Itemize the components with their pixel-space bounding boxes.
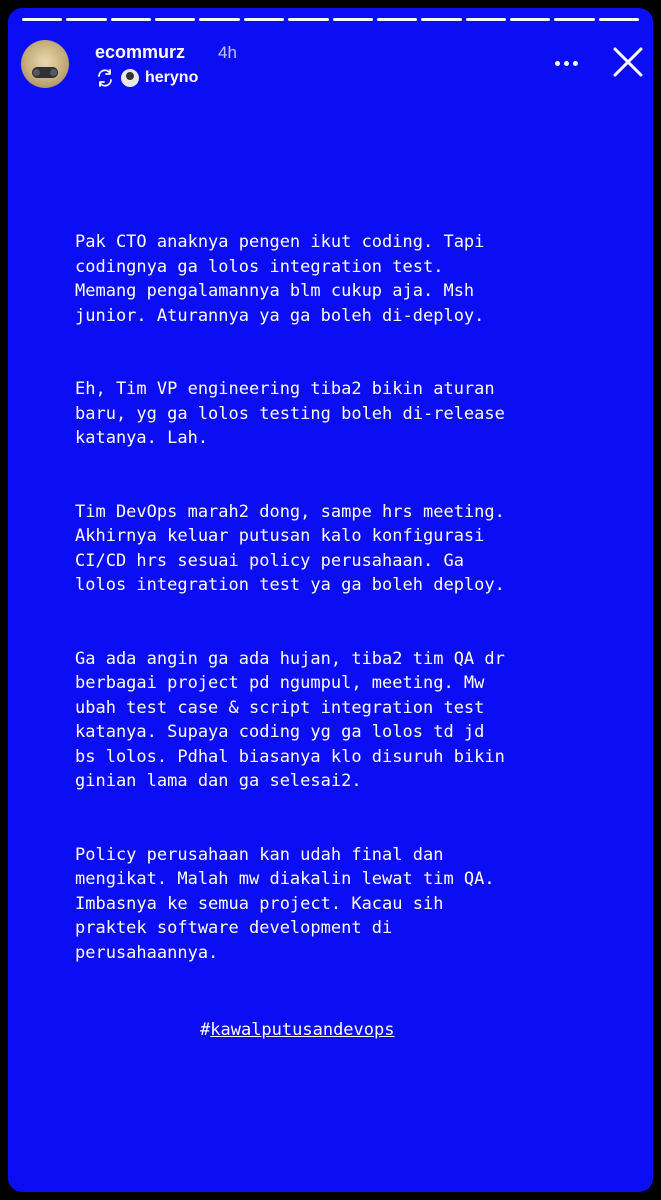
story-header xyxy=(18,40,643,100)
avatar[interactable] xyxy=(21,40,69,88)
reposter-avatar xyxy=(121,69,139,87)
story-text-content xyxy=(75,230,635,1014)
progress-segment xyxy=(66,18,106,21)
progress-segment xyxy=(333,18,373,21)
progress-segment xyxy=(599,18,639,21)
paragraph-5: Policy perusahaan kan udah final dan mengikat. Malah mw diakalin lewat tim QA. Imbasnya ke semua project. Kacau sih praktek software development di perusahaannya. xyxy=(75,844,495,963)
reposter-username: heryno xyxy=(145,69,199,86)
repost-info[interactable] xyxy=(95,67,198,89)
masked-dog-avatar-icon xyxy=(32,67,58,78)
progress-segment xyxy=(244,18,284,21)
hashtag-symbol: # xyxy=(200,1020,211,1040)
progress-segment xyxy=(554,18,594,21)
progress-segment xyxy=(199,18,239,21)
progress-segment xyxy=(111,18,151,21)
more-horizontal-icon[interactable] xyxy=(546,48,586,78)
progress-segment xyxy=(288,18,328,21)
paragraph-3: Tim DevOps marah2 dong, sampe hrs meeting. Akhirnya keluar putusan kalo konfigurasi CI/CD hrs sesuai policy perusahaan. Ga lolos integration test ya ga boleh deploy. xyxy=(75,501,505,595)
progress-segment xyxy=(22,18,62,21)
hashtag-text: kawalputusandevops xyxy=(210,1020,395,1040)
progress-segment xyxy=(421,18,461,21)
repost-icon xyxy=(95,68,115,88)
hashtag-link[interactable] xyxy=(200,1020,394,1040)
progress-segment xyxy=(466,18,506,21)
close-icon[interactable] xyxy=(608,42,648,82)
progress-segment xyxy=(377,18,417,21)
username[interactable]: ecommurz xyxy=(95,42,186,62)
paragraph-4: Ga ada angin ga ada hujan, tiba2 tim QA dr berbagai project pd ngumpul, meeting. Mw ubah test case & script integration test katanya. Supaya coding yg ga lolos td jd bs lolos. Pdhal biasanya klo disuruh bikin ginian lama dan ga selesai2. xyxy=(75,648,505,791)
paragraph-1: Pak CTO anaknya pengen ikut coding. Tapi codingnya ga lolos integration test. Memang pengalamannya blm cukup aja. Msh junior. Aturannya ya ga boleh di-deploy. xyxy=(75,232,485,326)
post-time: 4h xyxy=(218,43,237,62)
paragraph-2: Eh, Tim VP engineering tiba2 bikin aturan baru, yg ga lolos testing boleh di-release katanya. Lah. xyxy=(75,379,505,448)
progress-segment xyxy=(155,18,195,21)
progress-segment xyxy=(510,18,550,21)
story-progress-bar xyxy=(22,18,639,21)
story-view[interactable] xyxy=(8,8,653,1192)
